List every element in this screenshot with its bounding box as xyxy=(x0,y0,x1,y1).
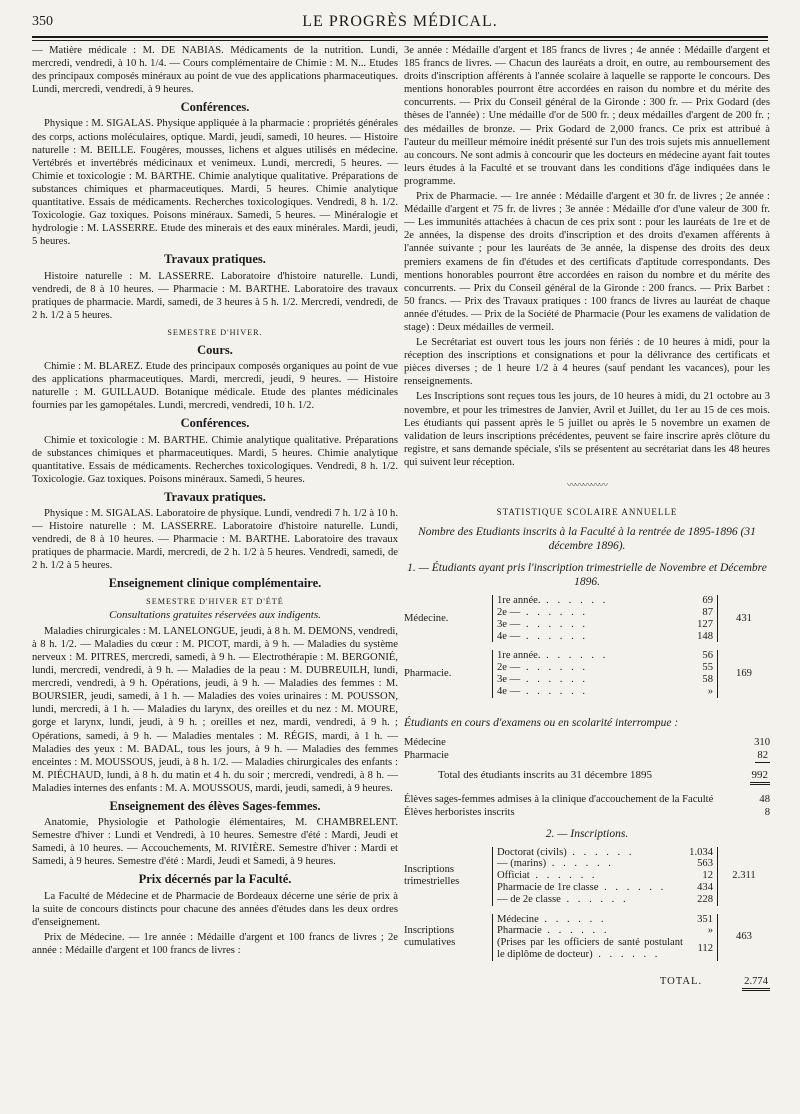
table-row xyxy=(404,650,770,662)
row-label-text: 4e — xyxy=(497,685,521,697)
paragraph: La Faculté de Médecine et de Pharmacie de Bordeaux décerne une série de prix à la suite de concours distincts pour chacune des années d'études dans les deux ordres d'enseignement. xyxy=(32,890,398,928)
row-value: 58 xyxy=(702,673,713,685)
paragraph: Chimie : M. BLAREZ. Etude des principaux composés organiques au point de vue des applications pharmaceutiques. Mardi, mercredi, jeudi, 9 heures. — Histoire naturelle : M. GUILLAUD. Botanique médicale. Etude des plantes médicinales fournies par les gamopétales. Lundi, mercredi, vendredi, 10 h. 1/2. xyxy=(32,361,398,412)
leader-dots: . . . . . . xyxy=(592,949,661,961)
row-value: 69 xyxy=(702,595,713,607)
row-value: 148 xyxy=(697,630,713,642)
cours-label: Médecine xyxy=(404,736,446,748)
row-label xyxy=(493,650,684,662)
row-label-text: Pharmacie xyxy=(497,925,542,937)
paragraph: Chimie et toxicologie : M. BARTHE. Chimie analytique qualitative. Préparations de substances chimiques et pharmaceutiques. Mardi, 5 heures. Chimie analytique quantitative. Essais de médicaments. Recherches toxicologiques. Vendredi, 8 h. 1/2. Toxicologie. Gaz toxiques. Poisons minéraux. Samedi, 5 heures. xyxy=(32,434,398,485)
leader-dots: . . . . . . xyxy=(560,893,629,905)
spacer-row xyxy=(404,961,770,969)
leader-dots: . . . . . . xyxy=(540,650,609,662)
row-value: 12 xyxy=(702,870,713,882)
leader-dots: . . . . . . xyxy=(598,882,667,894)
paragraph: 3e année : Médaille d'argent et 185 francs de livres ; 4e année : Médaille d'argent et 185 francs de livres. — Chacun des lauréats a droit, en outre, au remboursement des droits d'inscription afférents à l'année scolaire à laquelle se rapporte le concours. Des mentions honorables pourront être accordées en raison du nombre et du mérite des concurrents. — Prix du Conseil général de la Gironde : 300 fr. — Prix Godard (des thèses de l'année) : Une médaille d'or de 500 fr. ; deux médailles d'argent de 200 fr. ; des médailles de bronze. — Prix Godard de 2,000 francs. Ce prix est attribué à l'auteur du meilleur mémoire inédit présenté sur l'un des trois sujets mis annuellement au concours. Ne sont admis à concourir que les docteurs en médecine ayant fait toutes leurs études à la Faculté et se trouvant dans les conditions d'âge indiquées dans le programme. xyxy=(404,45,770,187)
spacer-cell xyxy=(404,906,770,914)
row-label xyxy=(493,595,684,607)
grand-total-value: 2.774 xyxy=(742,975,770,991)
heading-enseignement-clinique: Enseignement clinique complémentaire. xyxy=(108,576,322,591)
leader-dots: . . . . . . xyxy=(546,858,614,870)
leader-dots: . . . . . . xyxy=(520,606,589,618)
table-row xyxy=(404,595,770,607)
cours-value: 82 xyxy=(757,749,768,761)
cours-title: Étudiants en cours d'examens ou en scolarité interrompue : xyxy=(404,716,679,729)
leader-dots: . . . . . . xyxy=(538,913,607,925)
row-value: 56 xyxy=(702,650,713,662)
grand-total-label: TOTAL. xyxy=(659,975,703,987)
row-label-text: 4e — xyxy=(497,630,521,642)
table-row xyxy=(404,914,770,926)
leader-dots: . . . . . . xyxy=(529,870,598,882)
row-label xyxy=(493,847,684,859)
group-total: 169 xyxy=(718,650,771,697)
page-number: 350 xyxy=(32,14,53,29)
row-label-text: — (marins) xyxy=(497,858,547,870)
cours-value: 310 xyxy=(754,736,770,748)
leader-dots: . . . . . . xyxy=(520,685,589,697)
row-value: 351 xyxy=(697,913,713,925)
total-label: Total des étudiants inscrits au 31 décembre 1895 xyxy=(438,768,652,781)
semester-label: SEMESTRE D'HIVER. xyxy=(167,327,263,337)
paragraph: Histoire naturelle : M. LASSERRE. Laboratoire d'histoire naturelle. Lundi, vendredi, de 8 à 10 heures. — Pharmacie : M. BARTHE. Laboratoire des travaux pratiques de pharmacie. Mardi, samedi, de 3 heures à 5 h. 1/2. Mercredi, vendredi, de 2 h. 1/2 à 5 heures. xyxy=(32,270,398,321)
group-total: 431 xyxy=(718,595,771,642)
group-label: Inscriptions cumulatives xyxy=(404,925,456,949)
row-label xyxy=(493,914,684,926)
row-label xyxy=(493,870,684,882)
row-label-text: — de 2e classe xyxy=(497,893,561,905)
sages-label: Élèves sages-femmes admises à la clinique d'accouchement de la Faculté xyxy=(404,793,714,805)
leader-dots: . . . . . . xyxy=(541,925,610,937)
table-row xyxy=(404,847,770,859)
ornament-divider: 〰〰〰〰〰 xyxy=(566,480,607,490)
consultations-subtitle: Consultations gratuites réservées aux indigents. xyxy=(109,608,321,621)
paragraph: Anatomie, Physiologie et Pathologie élémentaires, M. CHAMBRELENT. Semestre d'hiver : Lundi et Vendredi, à 10 heures. Semestre d'été : Mardi, Jeudi et Samedi, à 10 heures. — Accouchements, M. RIVIÈRE. Semestre d'hiver : Mardi et Samedi, à 9 heures. Semestre d'été : Mardi, Jeudi et Samedi, à 9 heures. xyxy=(32,817,398,868)
spacer-cell xyxy=(404,642,770,650)
journal-title: LE PROGRÈS MÉDICAL. xyxy=(302,13,498,30)
row-value: 563 xyxy=(697,858,713,870)
spacer-row xyxy=(404,642,770,650)
heading-conferences: Conférences. xyxy=(180,416,250,431)
group-label: Inscriptions trimestrielles xyxy=(404,864,460,888)
row-label-text: 3e — xyxy=(497,618,521,630)
group-total: 2.311 xyxy=(718,847,771,906)
row-label xyxy=(493,937,684,961)
leader-dots: . . . . . . xyxy=(540,595,609,607)
statistics-subtitle: Nombre des Etudiants inscrits à la Faculté à la rentrée de 1895-1896 (31 décembre 1896). xyxy=(418,526,756,553)
statistics-title: STATISTIQUE SCOLAIRE ANNUELLE xyxy=(496,507,678,518)
paragraph: Prix de Médecine. — 1re année : Médaille d'argent et 100 francs de livres ; 2e année : Médaille d'argent et 100 francs de livres : xyxy=(32,931,398,956)
spacer-row xyxy=(404,906,770,914)
row-value: 55 xyxy=(702,662,713,674)
right-column xyxy=(404,44,770,991)
enrollment-table xyxy=(404,595,770,705)
running-head xyxy=(32,12,768,34)
herboristes-row xyxy=(404,806,770,819)
leader-dots: . . . . . . xyxy=(520,630,589,642)
row-value: » xyxy=(707,685,713,697)
inscriptions-table xyxy=(404,847,770,969)
leader-dots: . . . . . . xyxy=(520,618,589,630)
spacer-row xyxy=(404,698,770,706)
spacer-cell xyxy=(404,698,770,706)
row-value: 127 xyxy=(697,618,713,630)
leader-dots: . . . . . . xyxy=(520,673,589,685)
row-label xyxy=(493,858,684,870)
row-label xyxy=(493,925,684,937)
heading-cours: Cours. xyxy=(197,342,233,357)
heading-travaux-pratiques: Travaux pratiques. xyxy=(164,489,266,504)
total-value: 992 xyxy=(750,769,771,785)
row-value: 434 xyxy=(697,882,713,894)
row-value: 228 xyxy=(697,893,713,905)
cours-label: Pharmacie xyxy=(404,749,449,761)
leader-dots: . . . . . . xyxy=(520,662,589,674)
row-label xyxy=(493,631,684,643)
row-label-text: 3e — xyxy=(497,673,521,685)
paragraph: Prix de Pharmacie. — 1re année : Médaille d'argent et 30 fr. de livres ; 2e année : Médaille d'argent et 75 fr. de livres ; 3e année : Médaille d'or d'une valeur de 300 fr. — Les immunités attachées à chacun de ces prix sont : pour les lauréats de 1re et de 2e années, la dispense des droits d'inscription et des droits d'examen afférents à l'année suivante ; pour les lauréats de 3e année, la dispense des droits des deux premiers examens de fin d'études et des certificats d'aptitude correspondants. Des mentions honorables pourront être accordées en raison du nombre et du mérite des concurrents. — Prix du Conseil général de la Gironde : 200 francs. — Prix Barbet : 50 francs. — Prix des Travaux pratiques : 100 francs de livres au lauréat de chaque année d'études. — Prix de la Société de Pharmacie (Pour les examens de validation de stage) : Deux médailles de vermeil. xyxy=(404,191,770,333)
header-rule xyxy=(32,36,768,41)
row-label-text: 2e — xyxy=(497,662,521,674)
paragraph: Physique : M. SIGALAS. Physique appliquée à la pharmacie : propriétés générales des corps, actions moléculaires, optique. Mardi, jeudi, samedi, 10 heures. — Histoire naturelle : M. BEILLE. Fougères, mousses, lichens et algues utilisés en médecine. Vertébrés et invertébrés médicinaux et venimeux. Lundi, mercredi, 5 heures. — Chimie et toxicologie : M. BARTHE. Chimie analytique qualitative. Préparations de substances chimiques et pharmaceutiques. Mardi, 5 heures. Chimie analytique quantitative. Essais de médicaments. Recherches toxicologiques. Vendredi, 8 h. 1/2. Toxicologie. Gaz toxiques. Poisons minéraux. Samedi, 5 heures. — Minéralogie et hydrologie : M. LASSERRE. Etude des minerais et des eaux minérales. Mardi, jeudi, 5 heures. xyxy=(32,118,398,248)
row-label xyxy=(493,607,684,619)
row-label xyxy=(493,619,684,631)
row-label-text: Médecine xyxy=(497,913,539,925)
row-label-text: Doctorat (civils) xyxy=(497,846,567,858)
cours-rows xyxy=(404,736,770,763)
row-value: 1.034 xyxy=(689,846,713,858)
total-row xyxy=(404,769,770,785)
group-label: Pharmacie. xyxy=(404,668,452,680)
heading-conferences: Conférences. xyxy=(180,100,250,115)
row-value: 112 xyxy=(697,943,713,955)
statistics-section-2-title: 2. — Inscriptions. xyxy=(545,827,629,840)
grand-total-row xyxy=(404,975,770,991)
statistics-section-1-title: 1. — Étudiants ayant pris l'inscription trimestrielle de Novembre et Décembre 1896. xyxy=(407,562,767,589)
herbo-value: 8 xyxy=(764,806,770,818)
paragraph: — Matière médicale : M. DE NABIAS. Médicaments de la nutrition. Lundi, mercredi, vendredi, à 10 h. 1/4. — Cours complémentaire de Chimie : M. N... Etudes des principaux composés minéraux au point de vue des applications pharmaceutiques. Lundi, mercredi, vendredi, à 9 heures. xyxy=(32,45,398,96)
sages-femmes-row xyxy=(404,793,770,806)
group-total: 463 xyxy=(718,914,771,961)
row-value: » xyxy=(707,925,713,937)
row-label-text: 1re année. xyxy=(497,595,541,607)
row-label-text: 1re année. xyxy=(497,650,541,662)
row-label-text: 2e — xyxy=(497,606,521,618)
paragraph: Maladies chirurgicales : M. LANELONGUE, jeudi, à 8 h. M. DEMONS, vendredi, à 8 h. 1/2. — Maladies du cœur : M. PICOT, mardi, à 9 h. — Maladies du système nerveux : M. PITRES, mercredi, samedi, à 9 h. — Electrothérapie : M. BERGONIÉ, lundi, mercredi, vendredi, à 9 h. — Maladies de la peau : M. DUBREUILH, lundi, mercredi, vendredi, à 9 h. Opérations, jeudi, à 9 h. — Maladies des femmes : M. BOURSIER, jeudi, samedi, à 1 h. — Maladies des voies urinaires : M. POUSSON, lundi, mercredi, à 1 h. — Maladies du larynx, des oreilles et du nez : M. MOURE, gorge et larynx, lundi, jeudi, à 9 h. ; oreilles et nez, mardi, vendredi, à 9 h. ; Opérations, samedi, à 9 h. — Maladies mentales : M. RÉGIS, mardi, à 1 h. — Maladies des yeux : M. BADAL, tous les jours, à 9 h. — Maladies des femmes enceintes : M. MOUSSOUS, jeudi, à 8 h. 1/2. — Maladies chirurgicales des enfants : M. PIÉCHAUD, lundi, à 8 h. du matin et 4 h. du soir ; mercredi, vendredi, à 8 h. — Maladies internes des enfants : M. A. MOUSSOUS, mardi, jeudi, samedi, à 9 heures. xyxy=(32,625,398,794)
heading-sages-femmes: Enseignement des élèves Sages-femmes. xyxy=(109,798,321,813)
cours-row xyxy=(404,749,770,763)
sages-value: 48 xyxy=(759,793,770,805)
row-label-text: Officiat xyxy=(497,870,530,882)
paragraph: Physique : M. SIGALAS. Laboratoire de physique. Lundi, vendredi 7 h. 1/2 à 10 h. — Histoire naturelle : M. LASSERRE. Laboratoire d'histoire naturelle. Lundi, vendredi, de 8 à 10 heures. — Pharmacie : M. BARTHE. Laboratoire des travaux pratiques de pharmacie. Mardi, mercredi, de 2 h. 1/2 à 5 heures. Vendredi, samedi, de 2 h. 1/2 à 5 heures. xyxy=(32,508,398,572)
heading-prix: Prix décernés par la Faculté. xyxy=(138,872,292,887)
cours-row xyxy=(404,736,770,749)
row-label xyxy=(493,894,684,906)
row-value: 87 xyxy=(702,606,713,618)
row-label-text: Pharmacie de 1re classe xyxy=(497,882,599,894)
row-label xyxy=(493,686,684,698)
leader-dots: . . . . . . xyxy=(566,846,635,858)
herbo-label: Élèves herboristes inscrits xyxy=(404,806,515,818)
heading-travaux-pratiques: Travaux pratiques. xyxy=(164,252,266,267)
spacer-cell xyxy=(404,961,770,969)
row-label xyxy=(493,662,684,674)
paragraph: Le Secrétariat est ouvert tous les jours non fériés : de 10 heures à midi, pour la réception des inscriptions et consignations et pour la délivrance des certificats et pièces diverses ; de 1 heure 1/2 à 4 heures (sauf pendant les vacances), pour les renseignements. xyxy=(404,337,770,388)
semester-label: SEMESTRE D'HIVER ET D'ÉTÉ xyxy=(146,596,284,606)
row-label-text: (Prises par les officiers de santé postulant le diplôme de docteur) xyxy=(497,937,683,961)
row-label xyxy=(493,674,684,686)
group-label: Médecine. xyxy=(404,612,449,624)
left-column xyxy=(32,44,398,959)
paragraph: Les Inscriptions sont reçues tous les jours, de 10 heures à midi, du 21 octobre au 3 novembre, et pour les trimestres de Janvier, Avril et Juillet, du 1er au 15 de ces mois. Les étudiants qui passent après le 5 juillet ou après le 5 novembre un examen de validation de leurs inscriptions précédentes, peuvent se faire inscrire après clôture du registre, et sans demande spéciale, s'ils se présentent au secrétariat dans les 48 heures qui suivent leur réception. xyxy=(404,391,770,468)
row-label xyxy=(493,882,684,894)
